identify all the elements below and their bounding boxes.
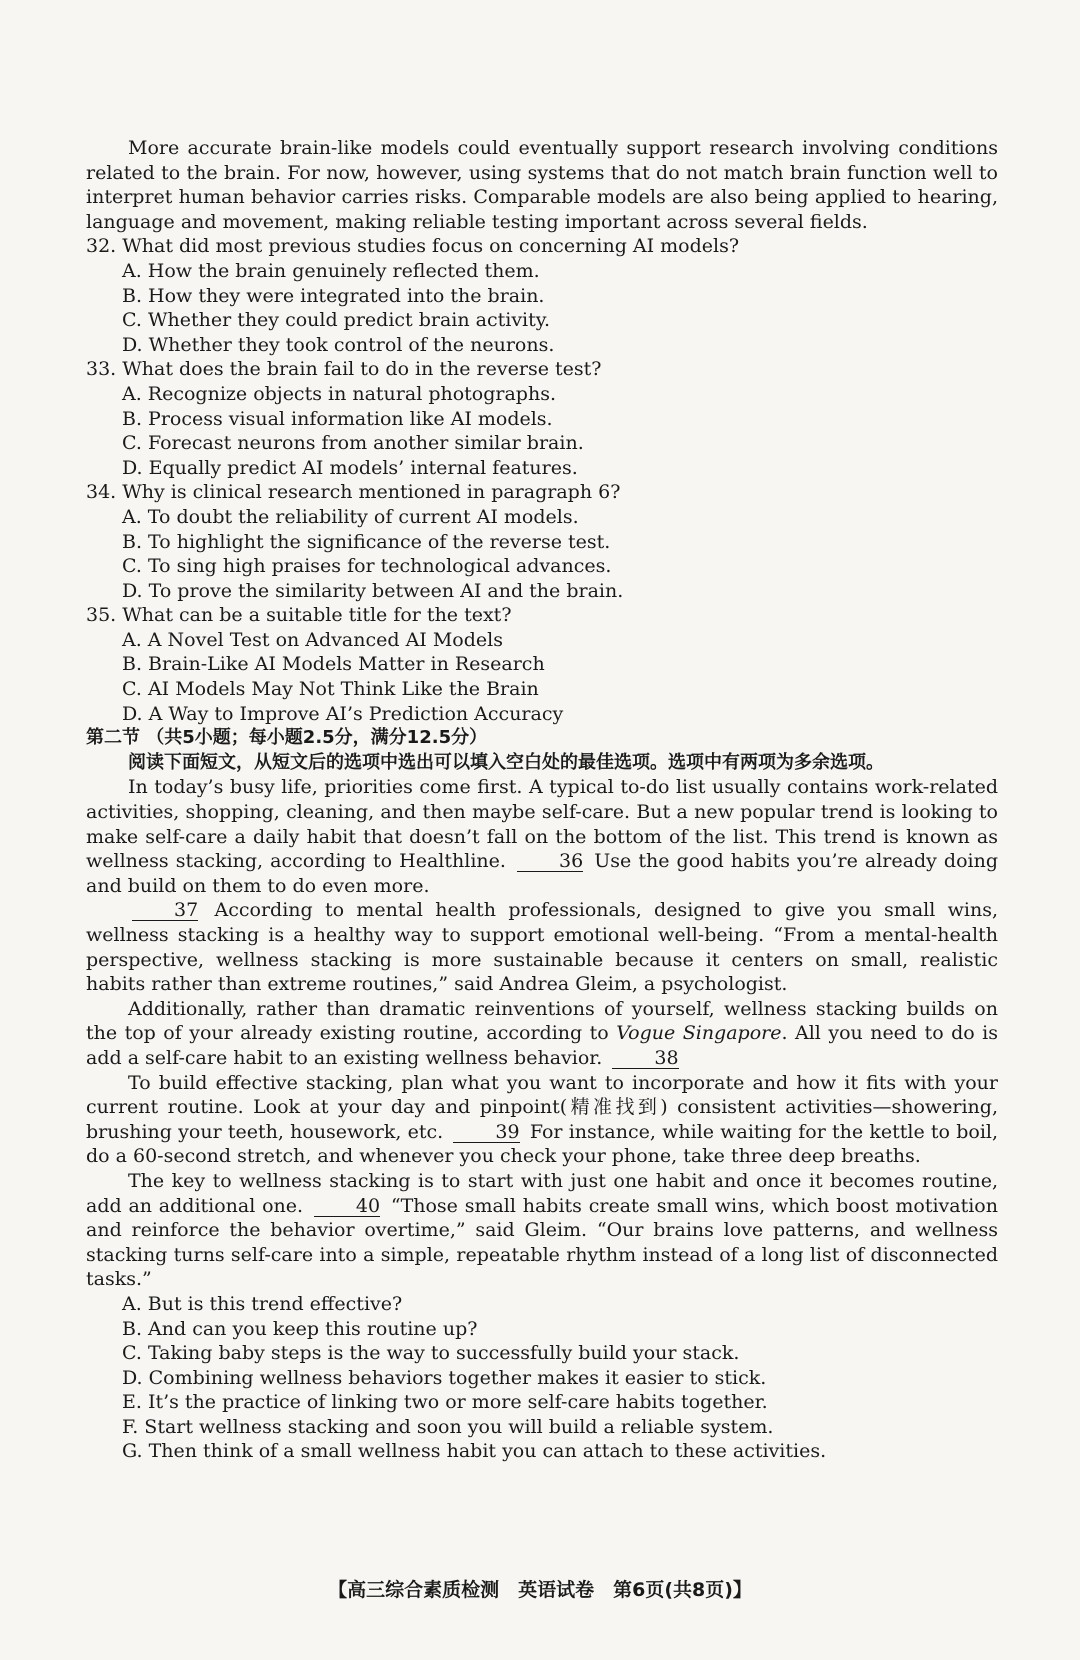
paragraph-text: Use the good habits you’re already doing and build on them to do even more. [86, 850, 999, 897]
blank-37[interactable]: 37 [132, 900, 198, 921]
passage-paragraph-2 [86, 898, 998, 996]
option: A. How the brain genuinely reflected them. [122, 259, 540, 282]
passage-paragraph-1 [86, 775, 998, 898]
section-instruction: 阅读下面短文，从短文后的选项中选出可以填入空白处的最佳选项。选项中有两项为多余选项。 [128, 751, 884, 773]
option: C. To sing high praises for technological advances. [122, 555, 612, 578]
option: D. To prove the similarity between AI and the brain. [122, 579, 624, 602]
question-stem: 34. Why is clinical research mentioned in paragraph 6? [86, 481, 621, 504]
paragraph-text: . All you need to do is add a self-care habit to an existing wellness behavior. [86, 1022, 998, 1069]
paragraph-text: To build effective stacking, plan what you want to incorporate and how it fits with your current routine. Look at your day and pinpoint(精准找到) consistent activities—showering, brushing your teeth, housework, etc. [86, 1071, 998, 1143]
option: D. Equally predict AI models’ internal features. [122, 456, 578, 479]
option: B. To highlight the significance of the reverse test. [122, 530, 611, 553]
option: A. To doubt the reliability of current AI models. [122, 505, 579, 528]
choice-item: F. Start wellness stacking and soon you will build a reliable system. [122, 1415, 774, 1438]
question-32 [86, 234, 998, 357]
option: A. A Novel Test on Advanced AI Models [122, 628, 503, 651]
blank-39[interactable]: 39 [453, 1122, 519, 1143]
question-34 [86, 480, 998, 603]
choice-item: A. But is this trend effective? [122, 1292, 403, 1315]
question-stem: 32. What did most previous studies focus on concerning AI models? [86, 235, 740, 258]
option: A. Recognize objects in natural photographs. [122, 382, 556, 405]
paragraph-text: For instance, while waiting for the kettle to boil, do a 60-second stretch, and whenever you check your phone, take three deep breaths. [86, 1120, 999, 1168]
option: B. Brain-Like AI Models Matter in Research [122, 653, 545, 676]
paragraph-text: The key to wellness stacking is to start with just one habit and once it becomes routine, add an additional one. [86, 1169, 998, 1217]
option: B. How they were integrated into the brain. [122, 284, 545, 307]
blank-40[interactable]: 40 [314, 1196, 380, 1217]
choice-item: B. And can you keep this routine up? [122, 1317, 478, 1340]
paragraph-text: According to mental health professionals, designed to give you small wins, wellness stacking is a healthy way to support emotional well-being. “From a mental-health perspective, wellness stacking is more sustainable because it centers on small, realistic habits rather than extreme routines,” said Andrea Gleim, a psychologist. [86, 899, 998, 996]
paragraph-text: “Those small habits create small wins, which boost motivation and reinforce the behavior overtime,” said Gleim. “Our brains love patterns, and wellness stacking turns self-care into a simple, repeatable rhythm instead of a long list of disconnected tasks.” [86, 1194, 998, 1291]
passage-paragraph: More accurate brain-like models could eventually support research involving conditions related to the brain. For now, however, using systems that do not match brain function well to interpret human behavior carries risks. Comparable models are also being applied to hearing, language and movement, making reliable testing important across several fields. [86, 137, 998, 233]
page-footer: 【高三综合素质检测 英语试卷 第6页(共8页)】 [328, 1579, 752, 1601]
paragraph-text: In today’s busy life, priorities come first. A typical to-do list usually contains work-related activities, shopping, cleaning, and then maybe self-care. But a new popular trend is looking to make self-care a daily habit that doesn’t fall on the bottom of the list. This trend is known as wellness stacking, according to Healthline. [86, 776, 998, 873]
blank-38[interactable]: 38 [612, 1048, 678, 1069]
blank-36[interactable]: 36 [517, 851, 583, 872]
answer-choices [86, 1292, 998, 1464]
choice-item: D. Combining wellness behaviors together makes it easier to stick. [122, 1366, 767, 1389]
question-stem: 35. What can be a suitable title for the text? [86, 604, 512, 627]
choice-item: E. It’s the practice of linking two or more self-care habits together. [122, 1391, 768, 1414]
paragraph-text: Additionally, rather than dramatic reinventions of yourself, wellness stacking builds on the top of your already existing routine, according to [86, 997, 998, 1045]
option: B. Process visual information like AI models. [122, 407, 553, 430]
section-heading: 第二节 （共5小题；每小题2.5分，满分12.5分） [86, 727, 488, 749]
option: D. Whether they took control of the neurons. [122, 333, 555, 356]
question-35 [86, 603, 998, 726]
option: C. Whether they could predict brain activity. [122, 309, 551, 332]
passage-paragraph-3 [86, 997, 998, 1071]
choice-item: C. Taking baby steps is the way to successfully build your stack. [122, 1342, 740, 1365]
option: C. AI Models May Not Think Like the Brain [122, 678, 539, 701]
question-33 [86, 357, 998, 480]
choice-item: G. Then think of a small wellness habit you can attach to these activities. [122, 1440, 827, 1463]
question-stem: 33. What does the brain fail to do in the reverse test? [86, 358, 602, 381]
source-name: Vogue Singapore [616, 1022, 782, 1045]
option: D. A Way to Improve AI’s Prediction Accuracy [122, 702, 564, 725]
passage-paragraph-5 [86, 1169, 998, 1292]
passage-paragraph-4 [86, 1071, 998, 1169]
option: C. Forecast neurons from another similar brain. [122, 432, 584, 455]
